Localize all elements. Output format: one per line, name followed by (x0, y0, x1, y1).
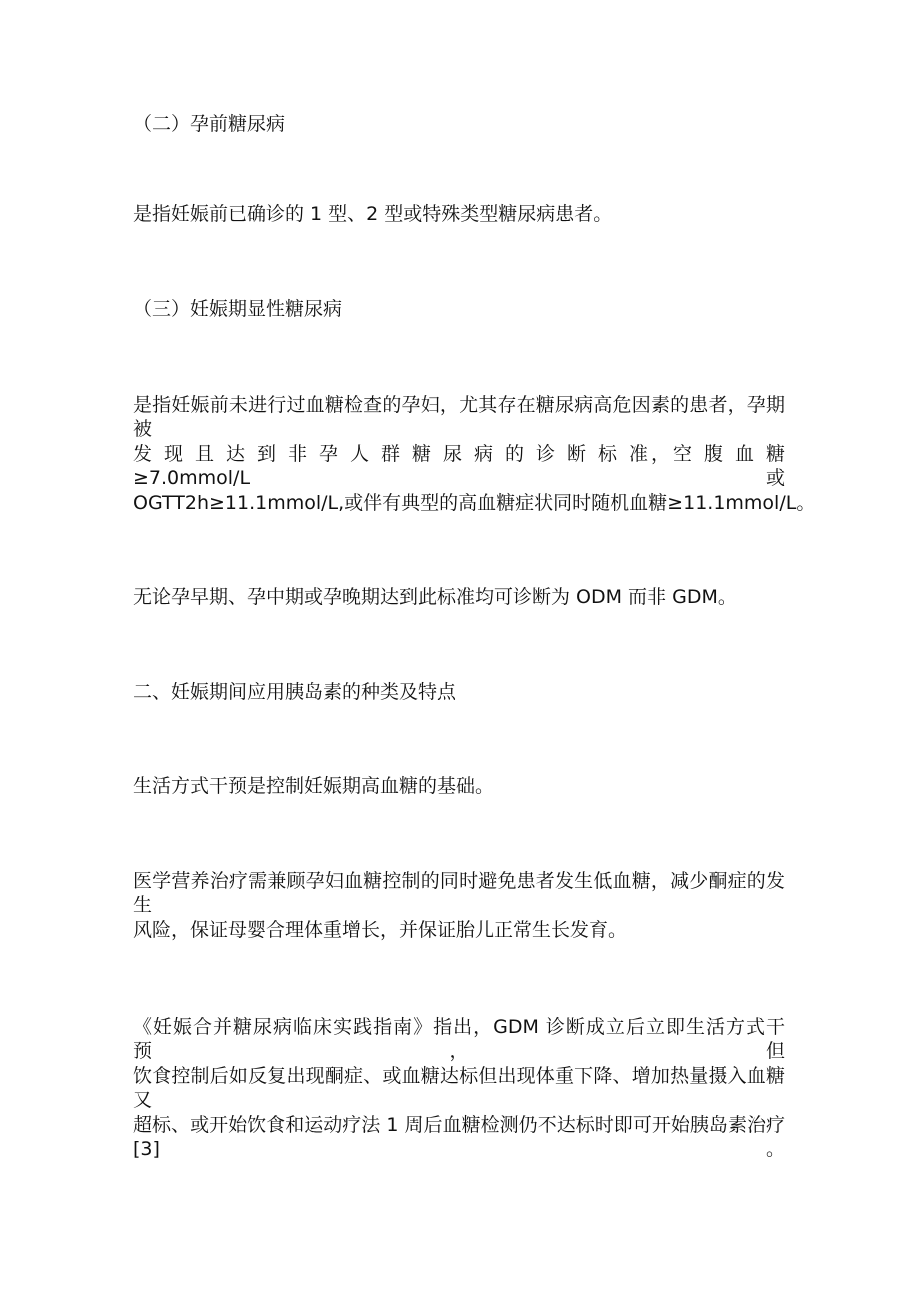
paragraph-overt-line-3: OGTT2h≥11.1mmol/L,或伴有典型的高血糖症状同时随机血糖≥11.1mmol/L。 (133, 492, 816, 514)
paragraph-guideline-line-3: 超标、或开始饮食和运动疗法 1 周后血糖检测仍不达标时即可开始胰岛素治疗[3]。 (133, 1114, 785, 1160)
paragraph-nutrition-line-2: 风险，保证母婴合理体重增长，并保证胎儿正常生长发育。 (133, 919, 628, 941)
section-heading-overt-diabetes: （三）妊娠期显性糖尿病 (133, 298, 343, 320)
paragraph-overt-line-2: 发 现 且 达 到 非 孕 人 群 糖 尿 病 的 诊 断 标 准，空 腹 血 糖 ≥7.0mmol/L 或 (133, 443, 785, 489)
section-heading-insulin-types: 二、妊娠期间应用胰岛素的种类及特点 (133, 681, 457, 703)
paragraph-lifestyle-basis: 生活方式干预是控制妊娠期高血糖的基础。 (133, 775, 495, 797)
paragraph-pregestational-definition: 是指妊娠前已确诊的 1 型、2 型或特殊类型糖尿病患者。 (133, 203, 613, 225)
paragraph-nutrition-line-1: 医学营养治疗需兼顾孕妇血糖控制的同时避免患者发生低血糖，减少酮症的发生 (133, 870, 785, 916)
section-heading-pregestational-diabetes: （二）孕前糖尿病 (133, 113, 286, 135)
paragraph-odm-diagnosis: 无论孕早期、孕中期或孕晚期达到此标准均可诊断为 ODM 而非 GDM。 (133, 586, 737, 608)
paragraph-guideline-line-1: 《妊娠合并糖尿病临床实践指南》指出，GDM 诊断成立后立即生活方式干预，但 (133, 1016, 785, 1062)
paragraph-guideline-line-2: 饮食控制后如反复出现酮症、或血糖达标但出现体重下降、增加热量摄入血糖又 (133, 1065, 785, 1111)
paragraph-overt-line-1: 是指妊娠前未进行过血糖检查的孕妇，尤其存在糖尿病高危因素的患者，孕期被 (133, 394, 785, 440)
